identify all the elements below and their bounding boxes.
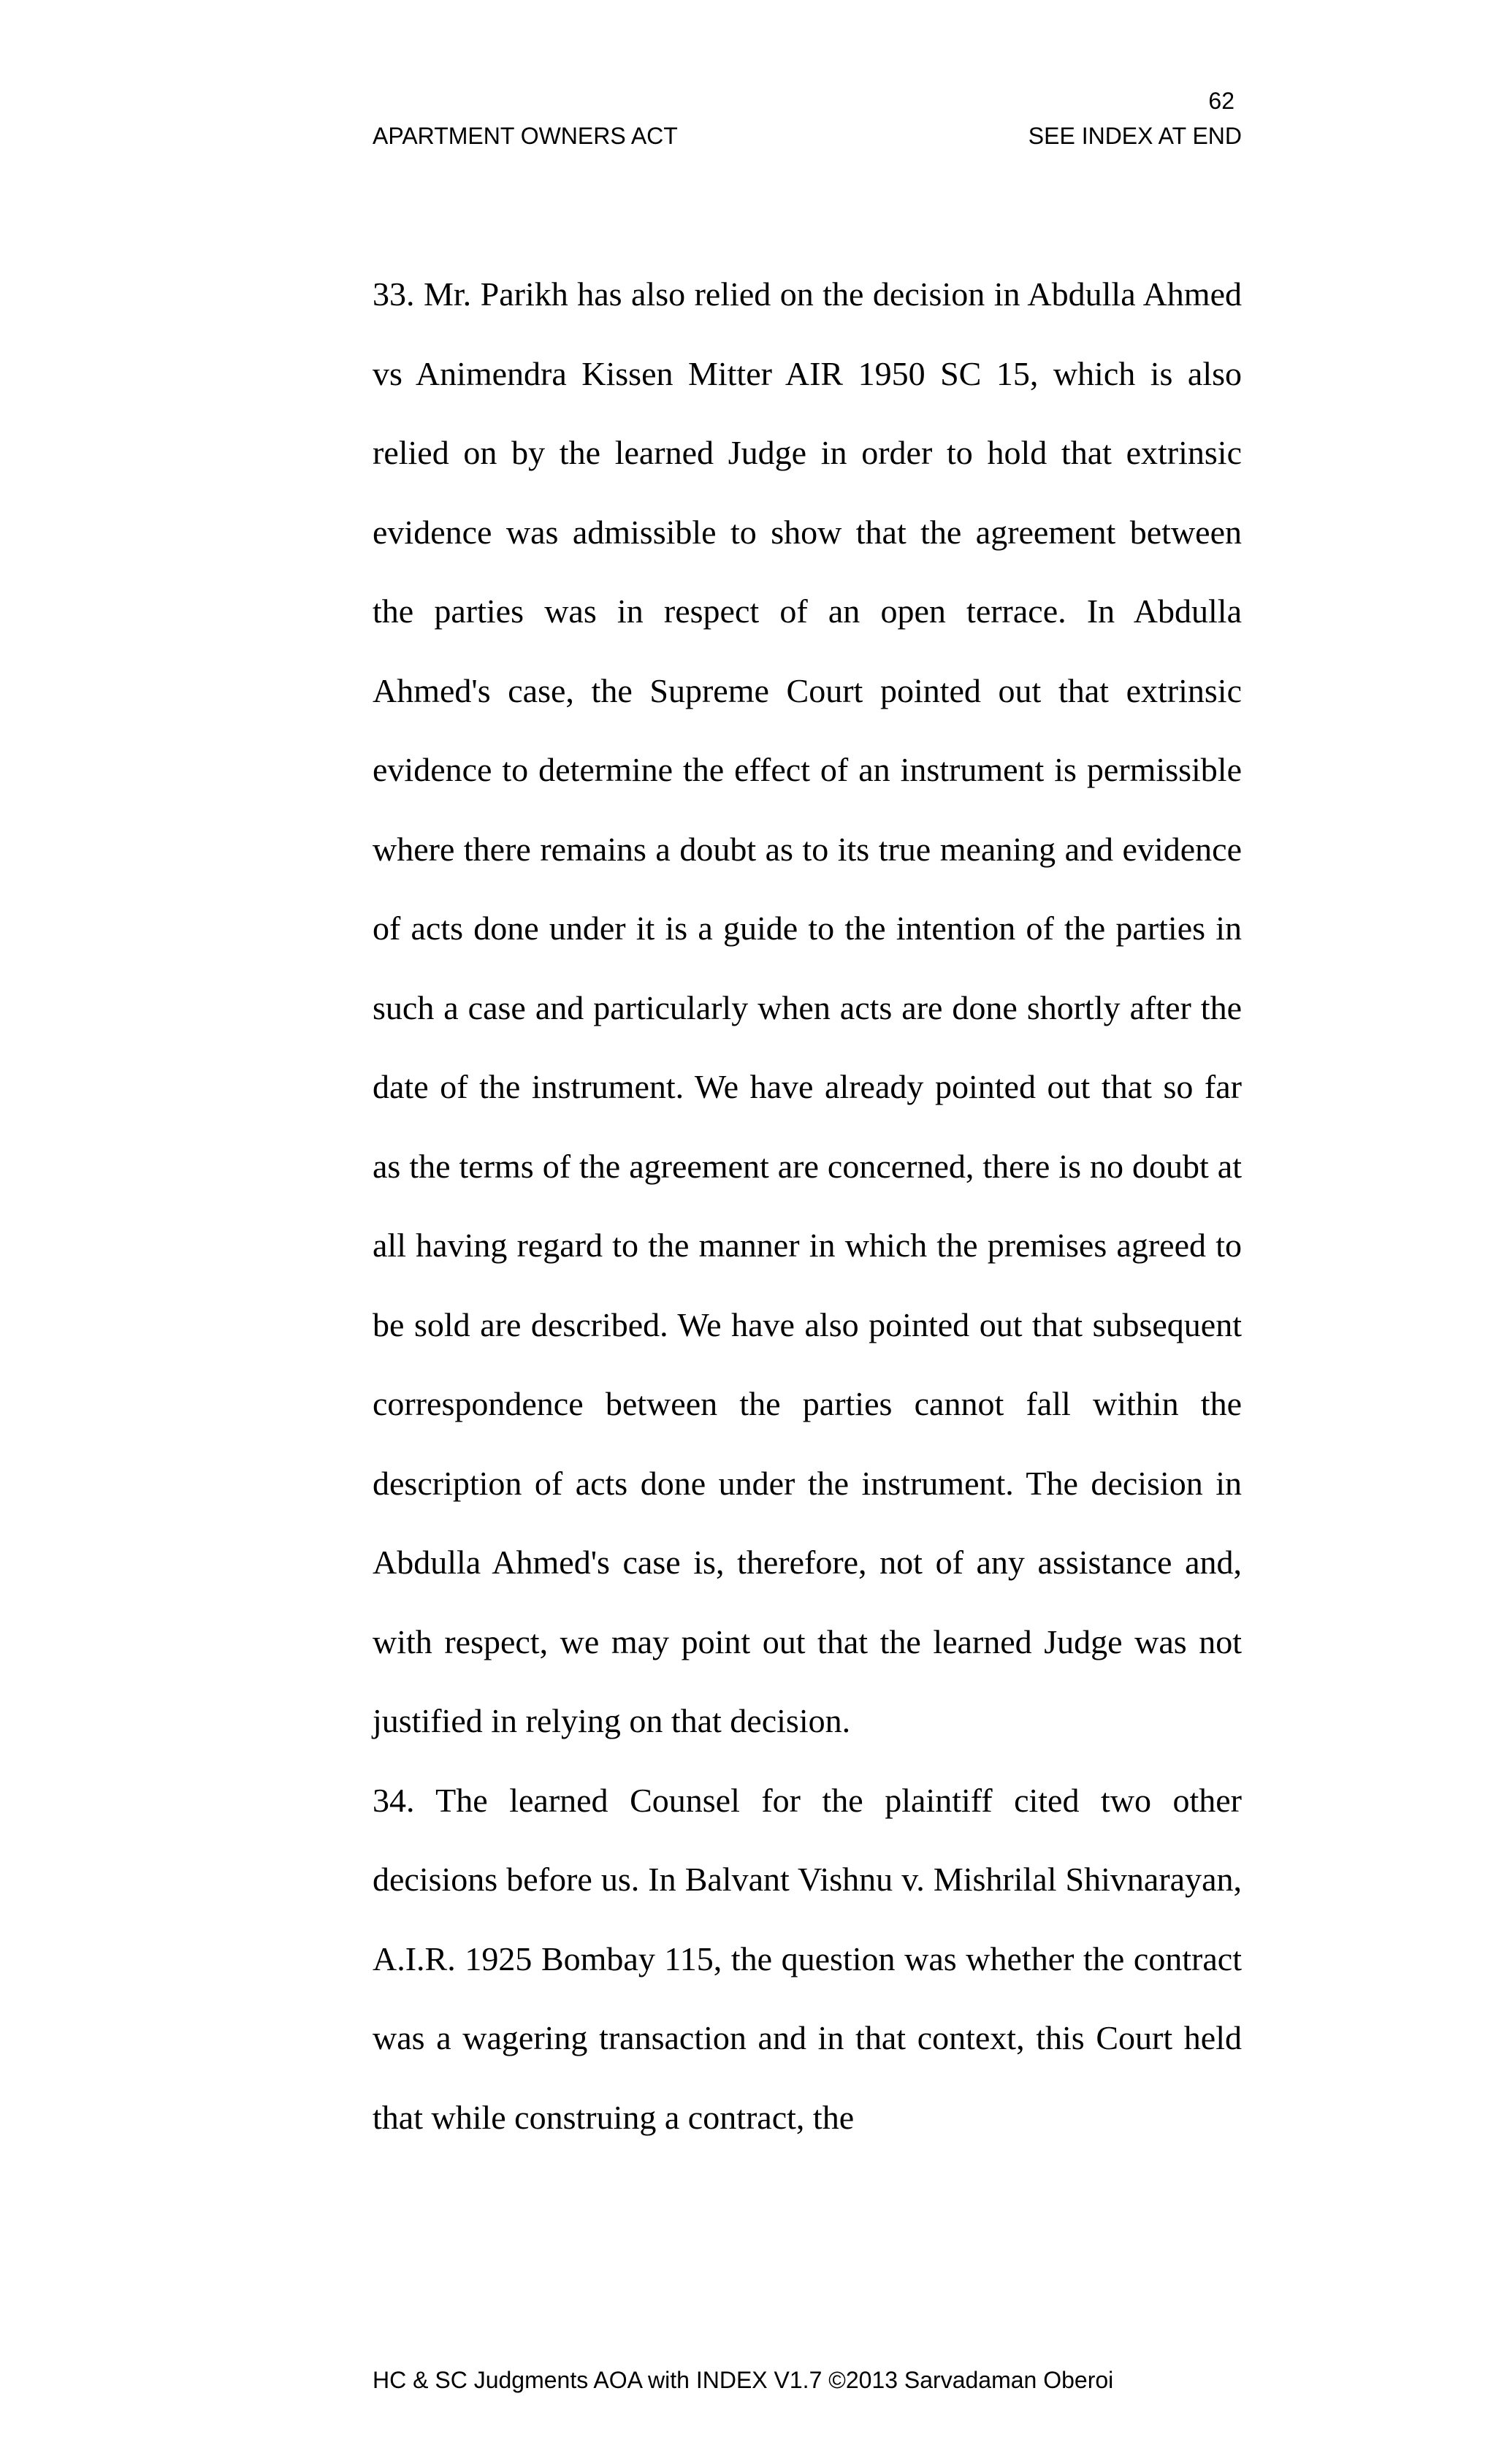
page-number: 62 xyxy=(1208,88,1234,114)
page-footer: HC & SC Judgments AOA with INDEX V1.7 ©2013 Sarvadaman Oberoi xyxy=(373,2367,1114,2393)
header-title: APARTMENT OWNERS ACT xyxy=(373,123,678,149)
paragraph-33: 33. Mr. Parikh has also relied on the decision in Abdulla Ahmed vs Animendra Kissen Mitter AIR 1950 SC 15, which is also relied on by the learned Judge in order to hold that extrinsic evidence was admissible to show that the agreement between the parties was in respect of an open terrace. In Abdulla Ahmed's case, the Supreme Court pointed out that extrinsic evidence to determine the effect of an instrument is permissible where there remains a doubt as to its true meaning and evidence of acts done under it is a guide to the intention of the parties in such a case and particularly when acts are done shortly after the date of the instrument. We have already pointed out that so far as the terms of the agreement are concerned, there is no doubt at all having regard to the manner in which the premises agreed to be sold are described. We have also pointed out that subsequent correspondence between the parties cannot fall within the description of acts done under the instrument. The decision in Abdulla Ahmed's case is, therefore, not of any assistance and, with respect, we may point out that the learned Judge was not justified in relying on that decision. xyxy=(373,275,1242,1739)
paragraph-34: 34. The learned Counsel for the plaintiff cited two other decisions before us. In Balvant Vishnu v. Mishrilal Shivnarayan, A.I.R. 1925 Bombay 115, the question was whether the contract was a wagering transaction and in that context, this Court held that while construing a contract, the xyxy=(373,1781,1242,2136)
page-header xyxy=(373,121,1242,150)
header-index-note: SEE INDEX AT END xyxy=(1028,123,1242,149)
judgment-text xyxy=(373,255,1242,2157)
